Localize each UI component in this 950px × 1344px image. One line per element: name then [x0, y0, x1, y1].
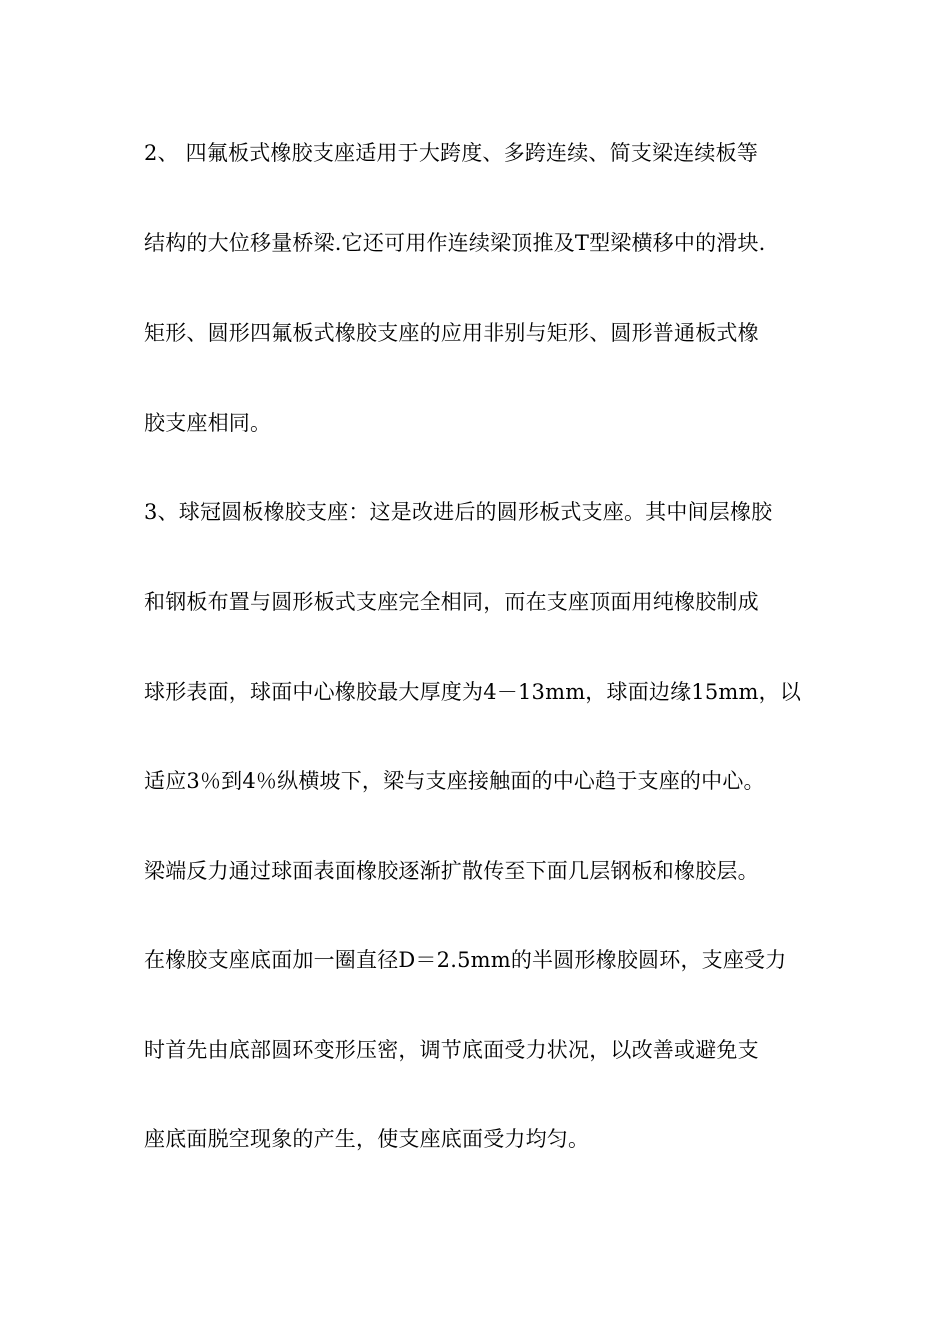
text-line: 结构的大位移量桥梁.它还可用作连续梁顶推及T型梁横移中的滑块.: [144, 231, 766, 255]
text-line: 胶支座相同。: [144, 411, 272, 435]
text-line: 梁端反力通过球面表面橡胶逐渐扩散传至下面几层钢板和橡胶层。: [144, 859, 759, 883]
text-line: 矩形、圆形四氟板式橡胶支座的应用非别与矩形、圆形普通板式橡: [144, 321, 759, 345]
text-line: 座底面脱空现象的产生，使支座底面受力均匀。: [144, 1127, 590, 1151]
text-line: 在橡胶支座底面加一圈直径D＝2.5mm的半圆形橡胶圆环，支座受力: [144, 948, 787, 972]
text-line: 适应3％到4％纵横坡下，梁与支座接触面的中心趋于支座的中心。: [144, 769, 765, 793]
text-line: 2、 四氟板式橡胶支座适用于大跨度、多跨连续、简支梁连续板等: [144, 141, 759, 165]
text-line: 3、球冠圆板橡胶支座：这是改进后的圆形板式支座。其中间层橡胶: [144, 500, 773, 524]
text-line: 时首先由底部圆环变形压密，调节底面受力状况，以改善或避免支: [144, 1038, 759, 1062]
text-line: 球形表面，球面中心橡胶最大厚度为4－13mm，球面边缘15mm，以: [144, 680, 802, 704]
text-line: 和钢板布置与圆形板式支座完全相同，而在支座顶面用纯橡胶制成: [144, 590, 759, 614]
